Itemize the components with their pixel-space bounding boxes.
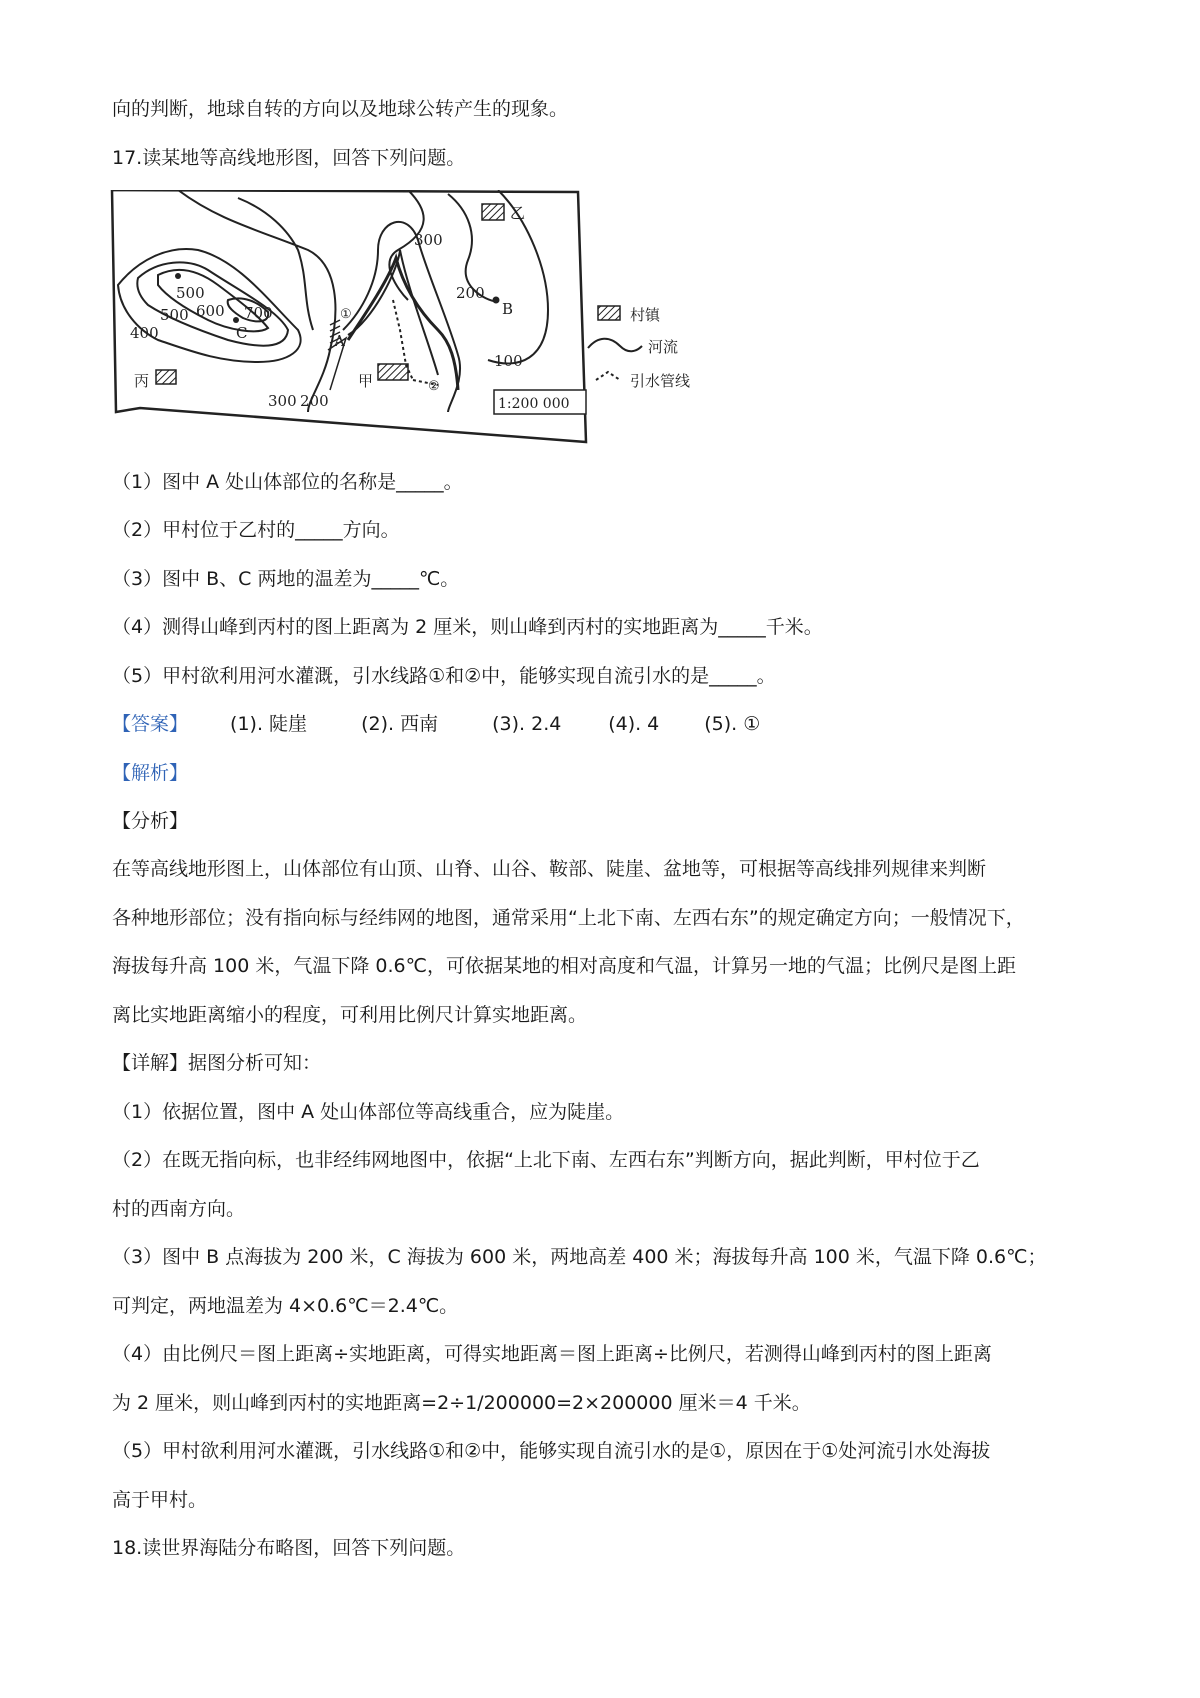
- detail-1: （1）依据位置，图中 A 处山体部位等高线重合，应为陡崖。: [112, 1101, 625, 1123]
- village-label-yi: 乙: [510, 204, 526, 222]
- question-17-title: 17.读某地等高线地形图，回答下列问题。: [112, 147, 466, 169]
- route-label-2: ②: [428, 379, 440, 394]
- detail-3b: 可判定，两地温差为 4×0.6℃＝2.4℃。: [112, 1295, 459, 1317]
- legend-river-symbol: [588, 339, 642, 352]
- contour-label: 300: [268, 392, 297, 410]
- question-18-title: 18.读世界海陆分布略图，回答下列问题。: [112, 1537, 466, 1559]
- village-yi: [482, 204, 504, 220]
- answer-1: (1). 陡崖: [230, 713, 308, 735]
- contour-label: 500: [160, 306, 189, 324]
- detail-2b: 村的西南方向。: [112, 1198, 246, 1220]
- contour-label: 500: [176, 284, 205, 302]
- contour-label: 200: [456, 284, 485, 302]
- detail-5b: 高于甲村。: [112, 1489, 208, 1511]
- legend-village-label: 村镇: [630, 306, 661, 324]
- contour-label: 300: [414, 231, 443, 249]
- contour-label: 700: [244, 304, 273, 322]
- paragraph-line: 离比实地距离缩小的程度，可利用比例尺计算实地距离。: [112, 1004, 588, 1026]
- point-label-c: C: [236, 324, 248, 342]
- route-label-1: ①: [340, 307, 352, 322]
- detail-4b: 为 2 厘米，则山峰到丙村的实地距离=2÷1/200000=2×200000 厘米＝4 千米。: [112, 1392, 811, 1414]
- peak-point: [175, 273, 181, 279]
- detail-3a: （3）图中 B 点海拔为 200 米，C 海拔为 600 米，两地高差 400 米；海拔每升高 100 米，气温下降 0.6℃；: [112, 1246, 1047, 1268]
- answer-2: (2). 西南: [361, 713, 439, 735]
- paragraph-line: 海拔每升高 100 米，气温下降 0.6℃，可依据某地的相对高度和气温，计算另一地的气温；比例尺是图上距: [112, 955, 1016, 977]
- village-label-jia: 甲: [358, 372, 374, 390]
- point-c: [233, 317, 239, 323]
- answer-5: (5). ①: [704, 713, 761, 735]
- contour-label: 600: [196, 302, 225, 320]
- detail-5a: （5）甲村欲利用河水灌溉，引水线路①和②中，能够实现自流引水的是①，原因在于①处河流引水处海拔: [112, 1440, 991, 1462]
- legend-route-symbol: [596, 372, 620, 380]
- answer-row: [112, 709, 784, 739]
- analysis-label: 【解析】: [112, 762, 189, 784]
- point-label-a: A: [334, 332, 345, 350]
- point-b: [493, 297, 500, 304]
- question-17-2: （2）甲村位于乙村的_____方向。: [112, 519, 400, 541]
- village-label-bing: 丙: [134, 372, 150, 390]
- village-bing: [156, 370, 176, 384]
- text-line: 向的判断，地球自转的方向以及地球公转产生的现象。: [112, 98, 569, 120]
- question-17-4: （4）测得山峰到丙村的图上距离为 2 厘米，则山峰到丙村的实地距离为_____千米。: [112, 616, 823, 638]
- legend-village-symbol: [598, 306, 620, 320]
- legend-route-label: 引水管线: [630, 372, 691, 390]
- contour-label: 400: [130, 324, 159, 342]
- contour-map: [108, 190, 808, 452]
- contour-label: 100: [494, 352, 523, 370]
- legend-river-label: 河流: [648, 338, 679, 356]
- answer-label: 【答案】: [112, 713, 189, 735]
- question-17-5: （5）甲村欲利用河水灌溉，引水线路①和②中，能够实现自流引水的是_____。: [112, 665, 776, 687]
- answer-4: (4). 4: [608, 713, 660, 735]
- paragraph-line: 在等高线地形图上，山体部位有山顶、山脊、山谷、鞍部、陡崖、盆地等，可根据等高线排列规律来判断: [112, 858, 987, 880]
- village-jia: [378, 364, 408, 380]
- answer-3: (3). 2.4: [492, 713, 562, 735]
- xiangjie-line: 【详解】据图分析可知：: [112, 1052, 322, 1074]
- detail-4a: （4）由比例尺＝图上距离÷实地距离，可得实地距离＝图上距离÷比例尺，若测得山峰到丙村的图上距离: [112, 1343, 992, 1365]
- fenxi-label: 【分析】: [112, 810, 189, 832]
- paragraph-line: 各种地形部位；没有指向标与经纬网的地图，通常采用“上北下南、左西右东”的规定确定方向；一般情况下，: [112, 907, 1025, 929]
- detail-2a: （2）在既无指向标，也非经纬网地图中，依据“上北下南、左西右东”判断方向，据此判断，甲村位于乙: [112, 1149, 980, 1171]
- scale-label: 1:200 000: [498, 396, 570, 412]
- question-17-3: （3）图中 B、C 两地的温差为_____℃。: [112, 568, 460, 590]
- contour-label: 200: [300, 392, 329, 410]
- point-label-b: B: [502, 300, 514, 318]
- question-17-1: （1）图中 A 处山体部位的名称是_____。: [112, 471, 463, 493]
